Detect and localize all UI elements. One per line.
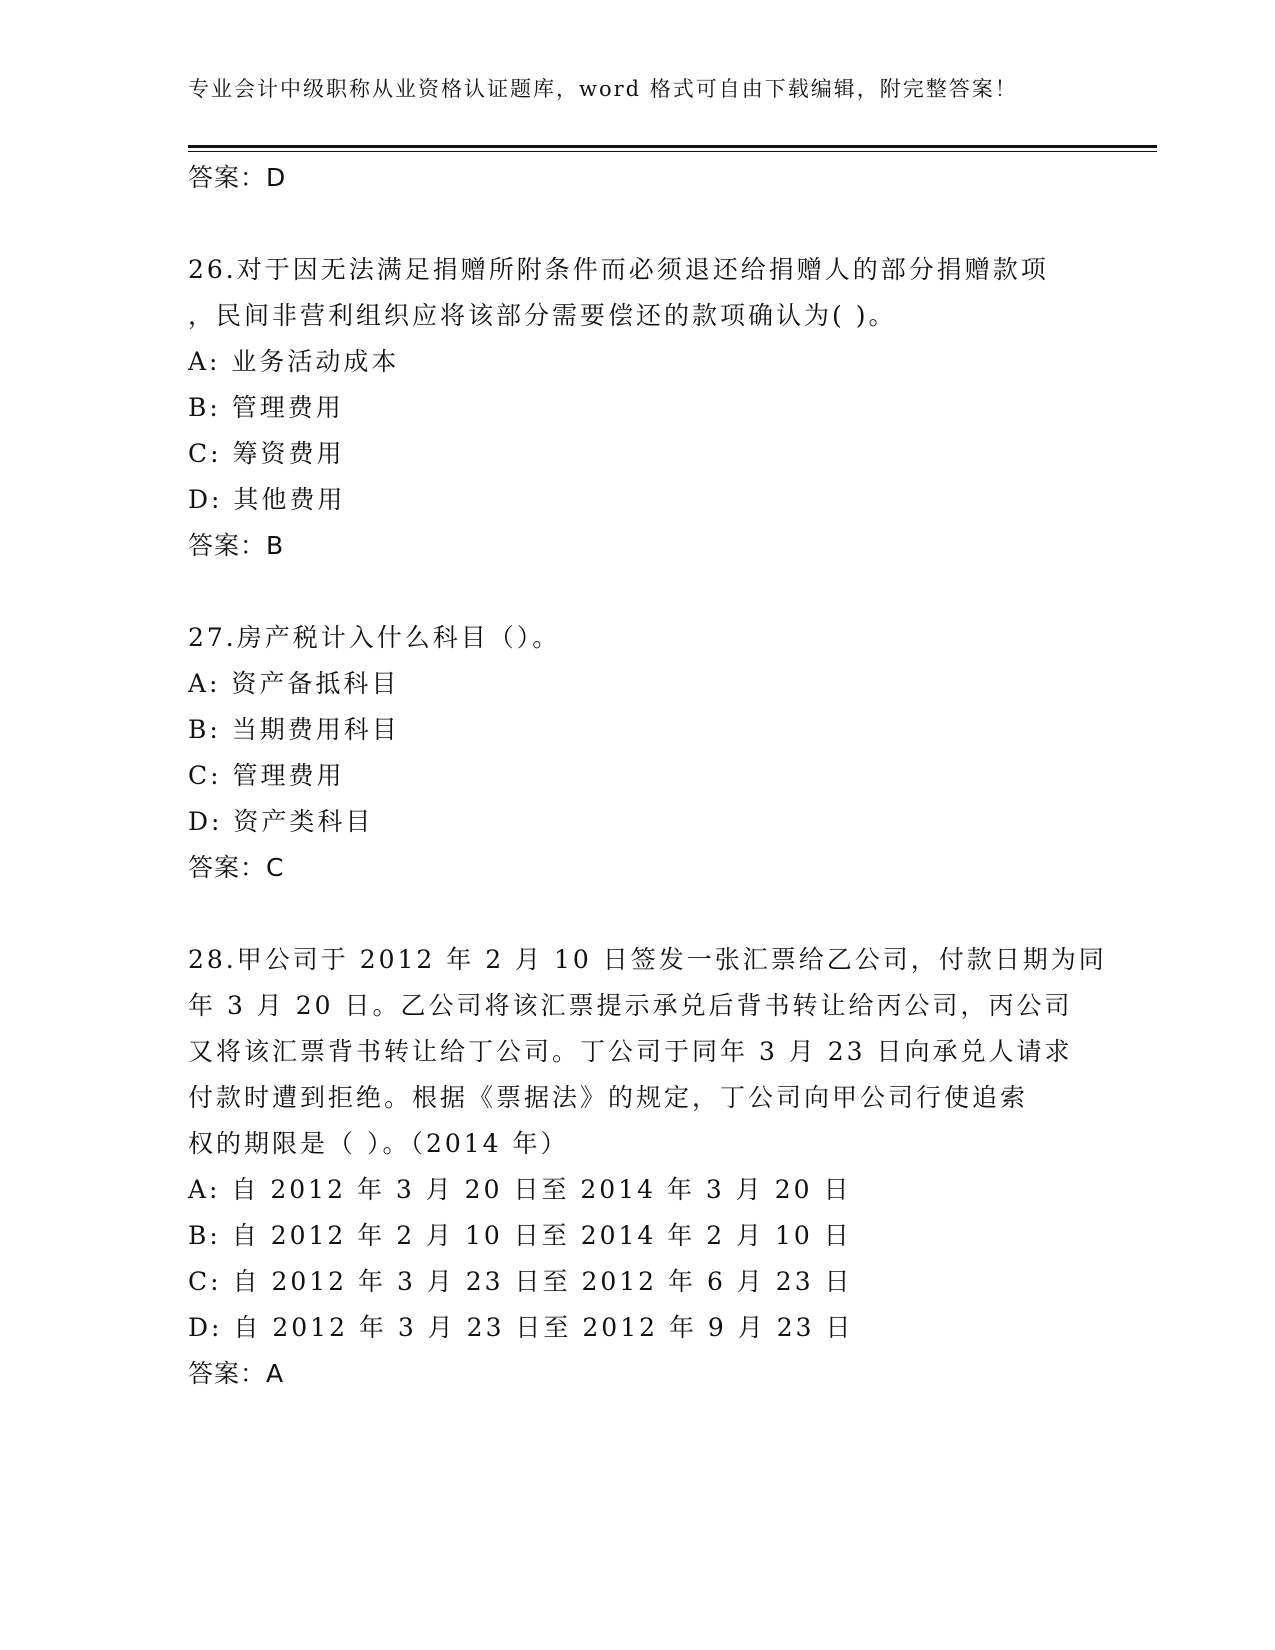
question-stem: 权的期限是（ ）。（2014 年） (188, 1129, 569, 1158)
option-a: A: 业务活动成本 (188, 347, 400, 376)
question-stem: 付款时遭到拒绝。根据《票据法》的规定，丁公司向甲公司行使追索 (188, 1083, 1029, 1112)
question-27 (188, 615, 1088, 891)
spacer (188, 891, 1088, 937)
option-c: C: 筹资费用 (188, 439, 345, 468)
question-stem: 又将该汇票背书转让给丁公司。丁公司于同年 3 月 23 日向承兑人请求 (188, 1037, 1073, 1066)
question-stem: 年 3 月 20 日。乙公司将该汇票提示承兑后背书转让给丙公司，丙公司 (188, 991, 1073, 1020)
option-a: A: 资产备抵科目 (188, 669, 400, 698)
question-26 (188, 247, 1088, 569)
option-b: B: 当期费用科目 (188, 715, 400, 744)
option-c: C: 管理费用 (188, 761, 345, 790)
question-stem: 26.对于因无法满足捐赠所附条件而必须退还给捐赠人的部分捐赠款项 (188, 255, 1049, 284)
question-content (188, 155, 1107, 1397)
answer: 答案：C (188, 853, 285, 882)
answer: 答案：A (188, 1359, 285, 1388)
question-stem: 27.房产税计入什么科目（）。 (188, 623, 561, 652)
option-b: B: 自 2012 年 2 月 10 日至 2014 年 2 月 10 日 (188, 1221, 852, 1250)
option-b: B: 管理费用 (188, 393, 344, 422)
question-stem: 28.甲公司于 2012 年 2 月 10 日签发一张汇票给乙公司，付款日期为同 (188, 945, 1107, 974)
question-stem: ，民间非营利组织应将该部分需要偿还的款项确认为( )。 (188, 301, 897, 330)
question-28 (188, 937, 1107, 1397)
header-rule-thin (188, 151, 1157, 152)
option-a: A: 自 2012 年 3 月 20 日至 2014 年 3 月 20 日 (188, 1175, 852, 1204)
option-d: D: 其他费用 (188, 485, 346, 514)
option-d: D: 自 2012 年 3 月 23 日至 2012 年 9 月 23 日 (188, 1313, 854, 1342)
option-d: D: 资产类科目 (188, 807, 374, 836)
header-rule-thick (188, 145, 1157, 148)
spacer (188, 201, 1088, 247)
option-c: C: 自 2012 年 3 月 23 日至 2012 年 6 月 23 日 (188, 1267, 853, 1296)
previous-answer: 答案：D (188, 163, 287, 192)
answer: 答案：B (188, 531, 285, 560)
spacer (188, 569, 1088, 615)
page-header: 专业会计中级职称从业资格认证题库，word 格式可自由下载编辑，附完整答案！ (188, 77, 1018, 101)
